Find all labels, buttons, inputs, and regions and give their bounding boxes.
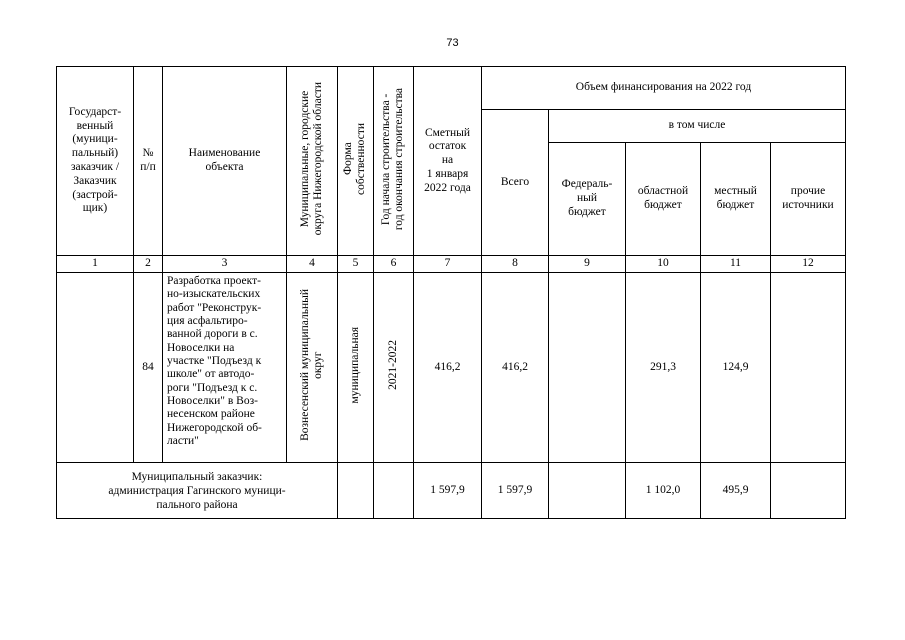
header-years (374, 67, 414, 256)
header-ownership-text: Форма собственности (342, 122, 368, 195)
summary-local: 495,9 (701, 463, 771, 519)
column-number-11: 11 (701, 256, 771, 273)
summary-regional: 1 102,0 (626, 463, 701, 519)
column-number-3: 3 (163, 256, 287, 273)
header-regional: областной бюджет (626, 143, 701, 256)
header-federal: Федераль- ный бюджет (549, 143, 626, 256)
row-object-name: Разработка проект- но-изыскательских работ "Реконструк- ция асфальтиро- ванной дороги в с. Новоселки на участке "Подъезд к школе" от автодо- роги "Подъезд к с. Новоселки" в Воз- несенском районе Нижегородской об- ласти" (163, 273, 287, 463)
row-local: 124,9 (701, 273, 771, 463)
row-total: 416,2 (482, 273, 549, 463)
row-municipality (287, 273, 338, 463)
header-customer: Государст- венный (муници- пальный) заказчик / Заказчик (застрой- щик) (57, 67, 134, 256)
header-total: Всего (482, 110, 549, 256)
summary-empty-6 (374, 463, 414, 519)
row-num: 84 (134, 273, 163, 463)
summary-label: Муниципальный заказчик: администрация Гагинского муници- пального района (57, 463, 338, 519)
financing-table (56, 66, 846, 519)
header-years-text: Год начала строительства - год окончания строительства (380, 87, 406, 230)
header-municipality (287, 67, 338, 256)
summary-empty-5 (338, 463, 374, 519)
summary-other (771, 463, 846, 519)
column-number-2: 2 (134, 256, 163, 273)
row-balance: 416,2 (414, 273, 482, 463)
row-years (374, 273, 414, 463)
header-funding-group: Объем финансирования на 2022 год (482, 67, 846, 110)
row-customer (57, 273, 134, 463)
column-number-9: 9 (549, 256, 626, 273)
column-number-7: 7 (414, 256, 482, 273)
header-ownership (338, 67, 374, 256)
header-other: прочие источники (771, 143, 846, 256)
column-number-8: 8 (482, 256, 549, 273)
row-ownership-text: муниципальная (348, 326, 361, 404)
summary-row (57, 463, 846, 519)
page-number: 73 (446, 37, 459, 49)
row-years-text: 2021-2022 (386, 340, 399, 391)
header-balance: Сметный остаток на 1 января 2022 года (414, 67, 482, 256)
header-including: в том числе (549, 110, 846, 143)
header-municipality-text: Муниципальные, городские округа Нижегородской области (298, 81, 324, 236)
column-number-5: 5 (338, 256, 374, 273)
header-object-name: Наименование объекта (163, 67, 287, 256)
column-number-6: 6 (374, 256, 414, 273)
column-number-12: 12 (771, 256, 846, 273)
row-other (771, 273, 846, 463)
column-number-1: 1 (57, 256, 134, 273)
header-local: местный бюджет (701, 143, 771, 256)
summary-federal (549, 463, 626, 519)
row-municipality-text: Вознесенский муниципальный округ (298, 289, 324, 442)
summary-balance: 1 597,9 (414, 463, 482, 519)
column-number-10: 10 (626, 256, 701, 273)
header-num: № п/п (134, 67, 163, 256)
row-federal (549, 273, 626, 463)
summary-total: 1 597,9 (482, 463, 549, 519)
row-ownership (338, 273, 374, 463)
table-row (57, 273, 846, 463)
row-regional: 291,3 (626, 273, 701, 463)
column-number-4: 4 (287, 256, 338, 273)
